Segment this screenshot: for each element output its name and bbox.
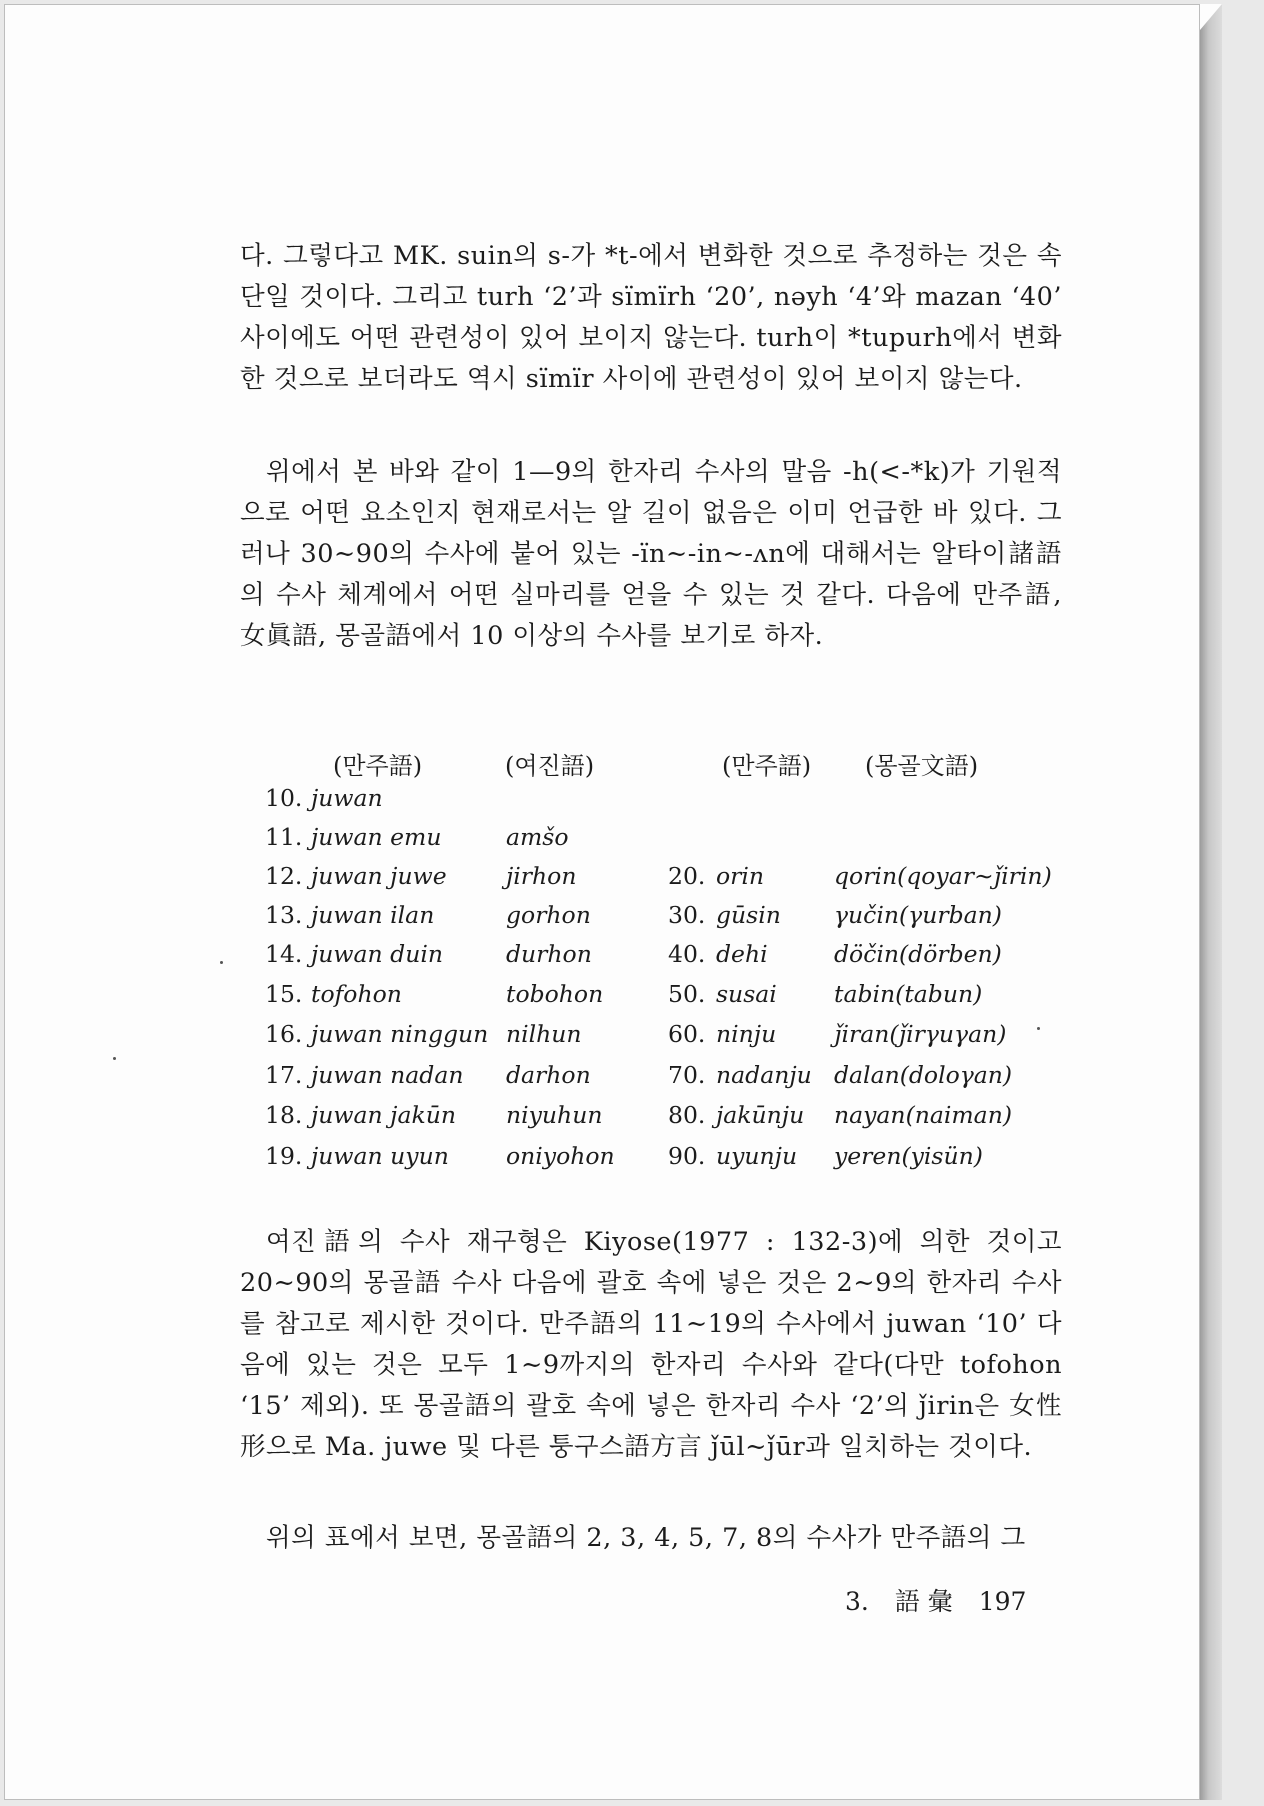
row-number: 13.	[265, 901, 303, 929]
manchu-word: jakūnju	[716, 1101, 805, 1129]
row-number: 18.	[265, 1101, 303, 1129]
chapter-title: 語 彙	[894, 1587, 953, 1616]
row-number: 50.	[668, 980, 706, 1008]
manchu-word: juwan duin	[311, 940, 443, 968]
page-edge	[1200, 4, 1222, 1800]
mongol-word: tabin(tabun)	[834, 980, 983, 1008]
paragraph-3: 여진語의 수사 재구형은 Kiyose(1977 : 132-3)에 의한 것이고 20∼90의 몽골語 수사 다음에 괄호 속에 넣은 것은 2∼9의 한자리 수사를 참고로 제시한 것이다. 만주語의 11∼19의 수사에서 juwan ‘10’ 다음에 있는 것은 모두 1∼9까지의 한자리 수사와 같다(다만 tofohon ‘15’ 제외). 또 몽골語의 괄호 속에 넣은 한자리 수사 ‘2’의 ǰirin은 女性形으로 Ma. juwe 및 다른 퉁구스語方言 ǰūl∼ǰūr과 일치하는 것이다.	[240, 1227, 1062, 1462]
manchu-word: tofohon	[311, 980, 402, 1008]
manchu-word: gūsin	[716, 901, 781, 929]
page-footer	[845, 1582, 1044, 1618]
manchu-word: susai	[716, 980, 777, 1008]
manchu-word: juwan jakūn	[311, 1101, 456, 1129]
jurchen-word: amšo	[506, 823, 569, 851]
manchu-word: juwan ilan	[311, 901, 435, 929]
row-number: 60.	[668, 1020, 706, 1048]
jurchen-word: nilhun	[506, 1020, 582, 1048]
row-number: 80.	[668, 1101, 706, 1129]
row-number: 14.	[265, 940, 303, 968]
speck	[1037, 1027, 1040, 1030]
manchu-word: juwan nadan	[311, 1061, 464, 1089]
table-header-jurchen: (여진語)	[505, 752, 595, 780]
row-number: 30.	[668, 901, 706, 929]
table-header-mongol: (몽골文語)	[865, 752, 979, 780]
jurchen-word: oniyohon	[506, 1142, 615, 1170]
mongol-word: γučin(γurban)	[834, 901, 1002, 929]
manchu-word: dehi	[716, 940, 768, 968]
table-header-manchu-left: (만주語)	[333, 752, 423, 780]
jurchen-word: darhon	[506, 1061, 591, 1089]
manchu-word: ninju	[716, 1020, 777, 1048]
manchu-word: juwan juwe	[311, 862, 447, 890]
mongol-word: ǰiran(ǰirγuγan)	[834, 1020, 1007, 1048]
row-number: 16.	[265, 1020, 303, 1048]
manchu-word: nadanju	[716, 1061, 812, 1089]
section-number: 3.	[845, 1587, 869, 1616]
manchu-word: juwan uyun	[311, 1142, 449, 1170]
row-number: 40.	[668, 940, 706, 968]
row-number: 90.	[668, 1142, 706, 1170]
row-number: 70.	[668, 1061, 706, 1089]
manchu-word: juwan ninggun	[311, 1020, 489, 1048]
paragraph-2: 위에서 본 바와 같이 1—9의 한자리 수사의 말음 -h(<-*k)가 기원적으로 어떤 요소인지 현재로서는 알 길이 없음은 이미 언급한 바 있다. 그러나 30∼90의 수사에 붙어 있는 -ïn∼-in∼-ʌn에 대해서는 알타이諸語의 수사 체계에서 어떤 실마리를 얻을 수 있는 것 같다. 다음에 만주語, 女眞語, 몽골語에서 10 이상의 수사를 보기로 하자.	[240, 457, 1062, 651]
jurchen-word: niyuhun	[506, 1101, 603, 1129]
mongol-word: döčin(dörben)	[834, 940, 1002, 968]
paragraph-1: 다. 그렇다고 MK. suin의 s-가 *t-에서 변화한 것으로 추정하는 것은 속단일 것이다. 그리고 turh ‘2’과 sïmïrh ‘20’, nəyh ‘4’와 mazan ‘40’ 사이에도 어떤 관련성이 있어 보이지 않는다. turh이 *tupurh에서 변화한 것으로 보더라도 역시 sïmïr 사이에 관련성이 있어 보이지 않는다.	[240, 241, 1062, 394]
page-corner	[1200, 4, 1222, 30]
row-number: 19.	[265, 1142, 303, 1170]
page-number: 197	[978, 1587, 1027, 1616]
row-number: 17.	[265, 1061, 303, 1089]
manchu-word: orin	[716, 862, 765, 890]
row-number: 15.	[265, 980, 303, 1008]
jurchen-word: jirhon	[506, 862, 577, 890]
row-number: 20.	[668, 862, 706, 890]
speck	[113, 1057, 116, 1060]
manchu-word: juwan emu	[311, 823, 442, 851]
manchu-word: juwan	[311, 784, 383, 812]
mongol-word: yeren(yisün)	[834, 1142, 983, 1170]
row-number: 12.	[265, 862, 303, 890]
jurchen-word: tobohon	[506, 980, 604, 1008]
paragraph-4: 위의 표에서 보면, 몽골語의 2, 3, 4, 5, 7, 8의 수사가 만주語의 그	[266, 1523, 1026, 1553]
speck	[220, 961, 223, 964]
row-number: 11.	[265, 823, 303, 851]
manchu-word: uyunju	[716, 1142, 798, 1170]
jurchen-word: gorhon	[506, 901, 591, 929]
mongol-word: qorin(qoyar∼ǰirin)	[834, 862, 1052, 890]
jurchen-word: durhon	[506, 940, 592, 968]
row-number: 10.	[265, 784, 303, 812]
mongol-word: nayan(naiman)	[834, 1101, 1012, 1129]
mongol-word: dalan(doloγan)	[834, 1061, 1013, 1089]
table-header-manchu-right: (만주語)	[722, 752, 812, 780]
